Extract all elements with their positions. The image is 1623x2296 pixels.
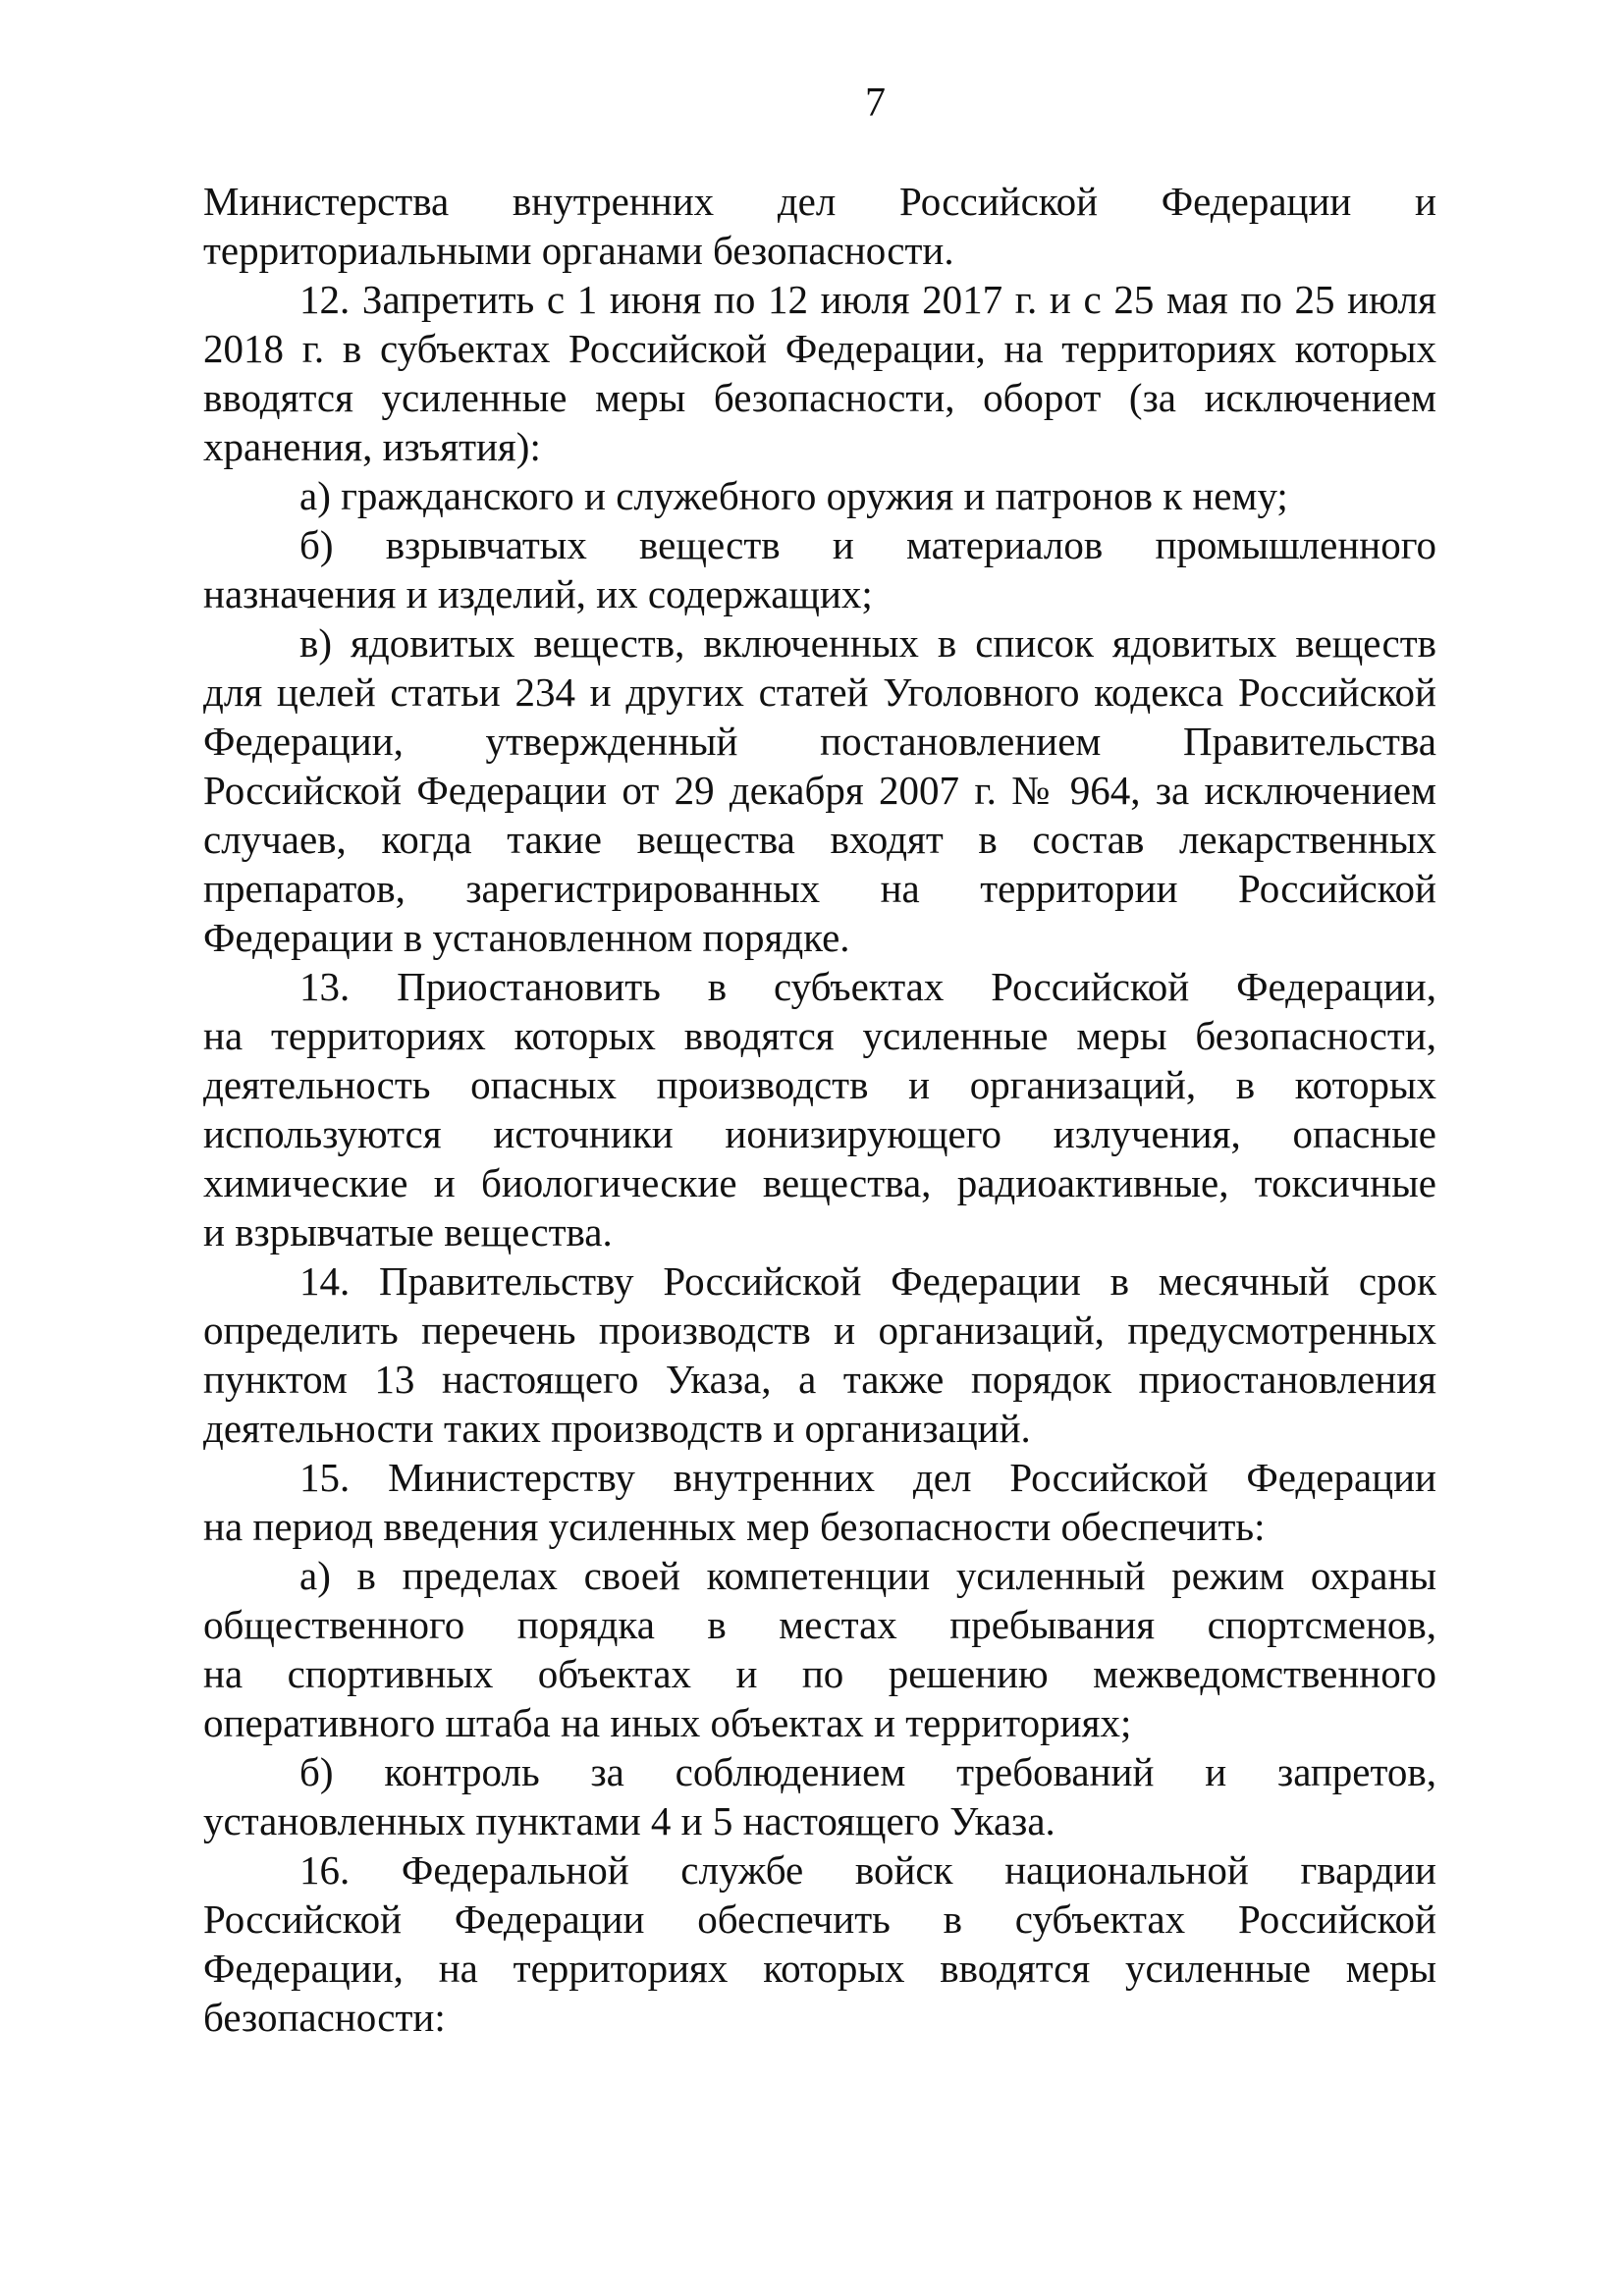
text-line: Федерации, на территориях которых вводятся усиленные меры bbox=[203, 1946, 1436, 1991]
text-line: пунктом 13 настоящего Указа, а также порядок приостановления bbox=[203, 1357, 1436, 1402]
text-line: 12. Запретить с 1 июня по 12 июля 2017 г. и с 25 мая по 25 июля bbox=[299, 277, 1436, 322]
text-line: Российской Федерации обеспечить в субъектах Российской bbox=[203, 1896, 1436, 1942]
text-line: установленных пунктами 4 и 5 настоящего Указа. bbox=[203, 1798, 1055, 1843]
text-line: а) гражданского и служебного оружия и патронов к нему; bbox=[299, 473, 1288, 518]
text-line: деятельность опасных производств и организаций, в которых bbox=[203, 1062, 1436, 1107]
text-line: общественного порядка в местах пребывания спортсменов, bbox=[203, 1602, 1436, 1647]
text-line: на период введения усиленных мер безопасности обеспечить: bbox=[203, 1504, 1266, 1549]
text-line: на спортивных объектах и по решению межведомственного bbox=[203, 1651, 1436, 1696]
text-line: Министерства внутренних дел Российской Федерации и bbox=[203, 179, 1436, 224]
text-line: Российской Федерации от 29 декабря 2007 г. № 964, за исключением bbox=[203, 768, 1436, 813]
text-line: б) контроль за соблюдением требований и запретов, bbox=[299, 1749, 1436, 1794]
text-line: оперативного штаба на иных объектах и территориях; bbox=[203, 1700, 1132, 1745]
text-line: химические и биологические вещества, радиоактивные, токсичные bbox=[203, 1160, 1436, 1205]
text-line: используются источники ионизирующего излучения, опасные bbox=[203, 1111, 1436, 1156]
text-line: 16. Федеральной службе войск национальной гвардии bbox=[299, 1847, 1436, 1893]
text-line: б) взрывчатых веществ и материалов промышленного bbox=[299, 522, 1436, 567]
text-line: 2018 г. в субъектах Российской Федерации, на территориях которых bbox=[203, 326, 1436, 371]
text-line: и взрывчатые вещества. bbox=[203, 1209, 613, 1255]
text-line: на территориях которых вводятся усиленные меры безопасности, bbox=[203, 1013, 1436, 1058]
text-line: 15. Министерству внутренних дел Российской Федерации bbox=[299, 1455, 1436, 1500]
text-line: случаев, когда такие вещества входят в состав лекарственных bbox=[203, 817, 1436, 862]
text-line: 14. Правительству Российской Федерации в месячный срок bbox=[299, 1258, 1436, 1304]
text-line: назначения и изделий, их содержащих; bbox=[203, 571, 873, 616]
page-number: 7 bbox=[865, 80, 886, 126]
text-line: Федерации в установленном порядке. bbox=[203, 915, 850, 960]
text-line: 13. Приостановить в субъектах Российской Федерации, bbox=[299, 964, 1436, 1009]
text-line: хранения, изъятия): bbox=[203, 424, 541, 469]
text-line: в) ядовитых веществ, включенных в список ядовитых веществ bbox=[299, 620, 1436, 666]
text-line: определить перечень производств и организаций, предусмотренных bbox=[203, 1308, 1436, 1353]
text-line: деятельности таких производств и организаций. bbox=[203, 1406, 1031, 1451]
text-line: территориальными органами безопасности. bbox=[203, 228, 954, 273]
text-line: препаратов, зарегистрированных на территории Российской bbox=[203, 866, 1436, 911]
text-line: вводятся усиленные меры безопасности, оборот (за исключением bbox=[203, 375, 1436, 420]
text-line: а) в пределах своей компетенции усиленный режим охраны bbox=[299, 1553, 1436, 1598]
text-line: безопасности: bbox=[203, 1995, 446, 2040]
text-line: для целей статьи 234 и других статей Уголовного кодекса Российской bbox=[203, 669, 1436, 715]
document-body bbox=[203, 177, 1436, 2042]
text-line: Федерации, утвержденный постановлением Правительства bbox=[203, 719, 1436, 764]
